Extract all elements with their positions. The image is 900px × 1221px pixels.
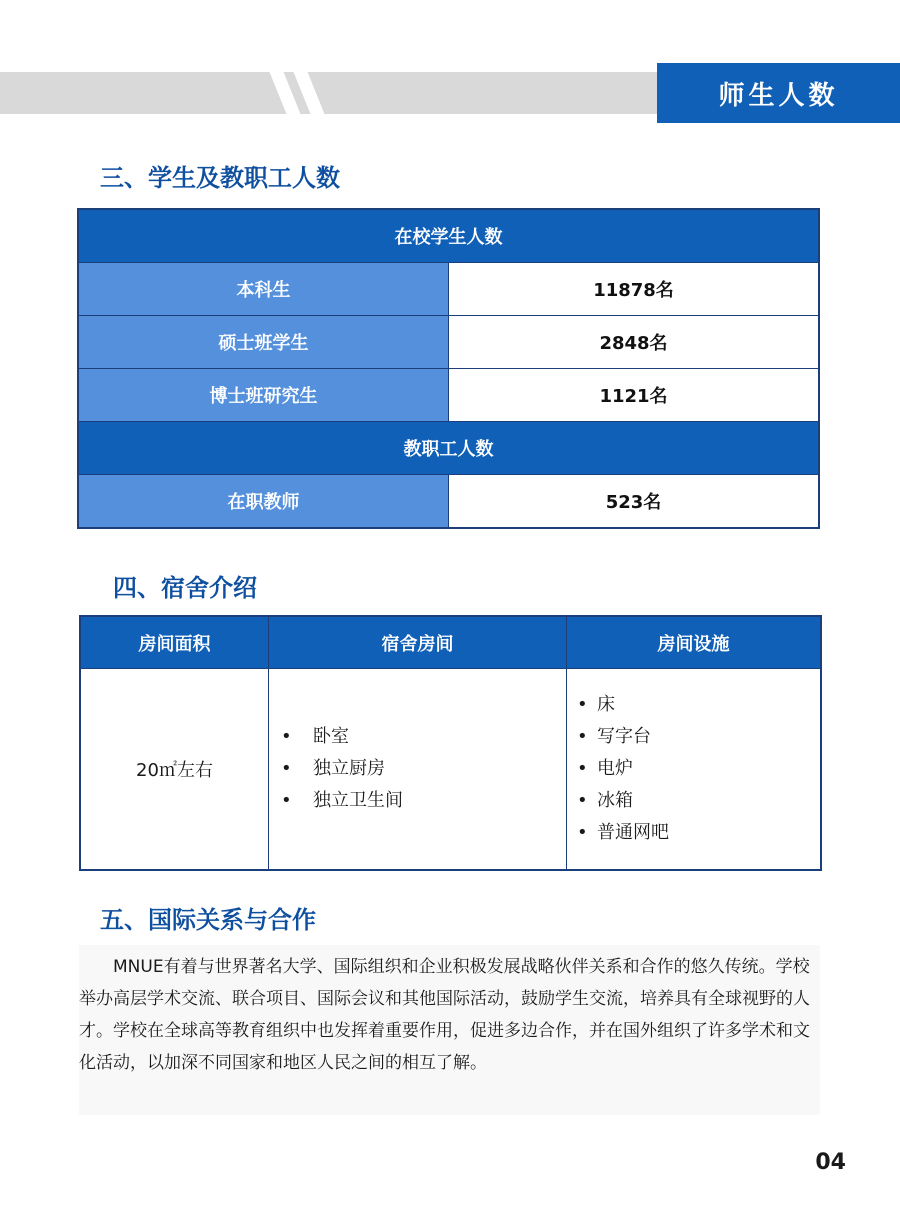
row-label: 在职教师	[78, 475, 449, 529]
column-header-area: 房间面积	[80, 616, 269, 669]
facility-item: • 电炉	[567, 753, 820, 785]
student-staff-table	[77, 208, 820, 529]
table-row	[78, 316, 819, 369]
row-label: 本科生	[78, 263, 449, 316]
section4-title: 四、宿舍介绍	[113, 574, 257, 602]
cooperation-text-block	[79, 945, 820, 1115]
room-item: • 独立卫生间	[269, 785, 566, 817]
facility-item: • 床	[567, 689, 820, 721]
page-number: 04	[815, 1150, 846, 1175]
cooperation-paragraph: MNUE有着与世界著名大学、国际组织和企业积极发展战略伙伴关系和合作的悠久传统。学校举办高层学术交流、联合项目、国际会议和其他国际活动，鼓励学生交流，培养具有全球视野的人才。学校在全球高等教育组织中也发挥着重要作用，促进多边合作，并在国外组织了许多学术和文化活动，以加深不同国家和地区人民之间的相互了解。	[79, 957, 810, 1073]
section5-title: 五、国际关系与合作	[100, 906, 316, 934]
row-value: 11878名	[449, 263, 820, 316]
facilities-cell	[567, 669, 822, 871]
row-label: 硕士班学生	[78, 316, 449, 369]
room-area-value: 20㎡左右	[80, 669, 269, 871]
column-header-rooms: 宿舍房间	[269, 616, 567, 669]
row-value: 1121名	[449, 369, 820, 422]
room-item: • 独立厨房	[269, 753, 566, 785]
table-row	[78, 369, 819, 422]
staff-heading: 教职工人数	[78, 422, 819, 475]
row-value: 523名	[449, 475, 820, 529]
section-tag: 师生人数	[657, 63, 900, 123]
table-row	[78, 263, 819, 316]
facility-item: • 写字台	[567, 721, 820, 753]
facility-item: • 冰箱	[567, 785, 820, 817]
table-row	[78, 475, 819, 529]
students-heading: 在校学生人数	[78, 209, 819, 263]
column-header-facilities: 房间设施	[567, 616, 822, 669]
facility-item: • 普通网吧	[567, 817, 820, 849]
table-row	[80, 669, 821, 871]
rooms-cell	[269, 669, 567, 871]
section3-title: 三、学生及教职工人数	[100, 164, 340, 192]
row-value: 2848名	[449, 316, 820, 369]
room-item: • 卧室	[269, 721, 566, 753]
header-banner-bar	[0, 72, 660, 114]
row-label: 博士班研究生	[78, 369, 449, 422]
dorm-table	[79, 615, 822, 871]
